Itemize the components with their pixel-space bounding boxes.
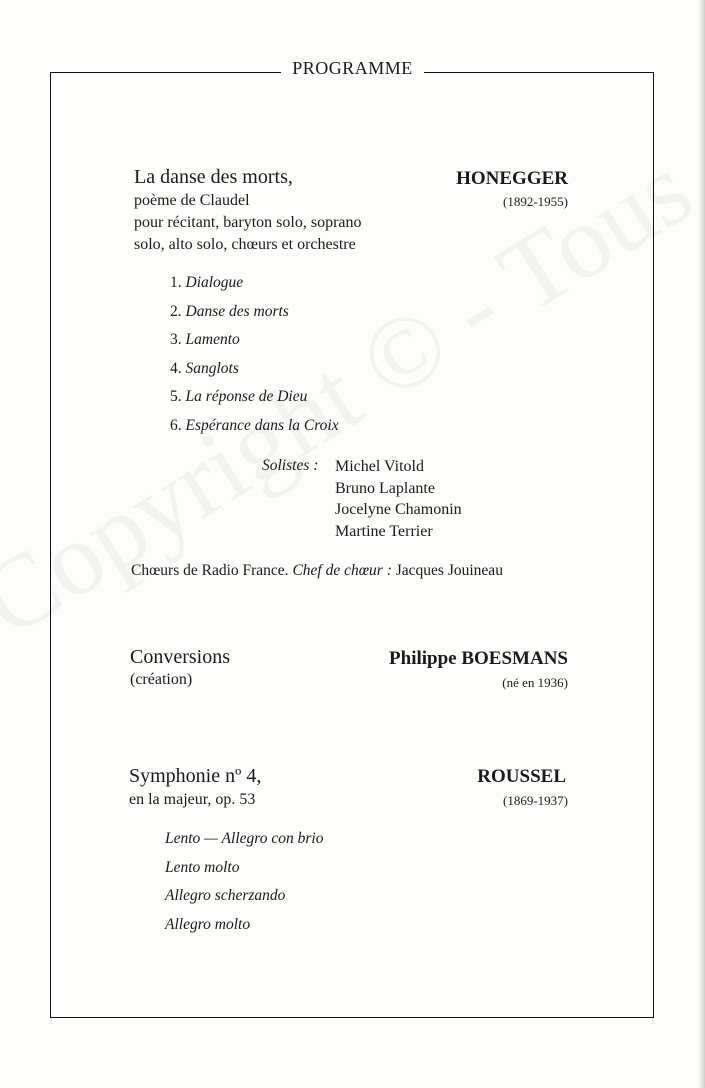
work-3-subtitle: en la majeur, op. 53 — [129, 791, 256, 808]
movement-item: Allegro molto — [165, 915, 251, 933]
chorus-master-name: Jacques Jouineau — [395, 562, 503, 579]
soloists-label: Solistes : — [262, 457, 319, 474]
movement-item: 5. La réponse de Dieu — [170, 388, 308, 406]
subtitle-line: poème de Claudel — [134, 192, 250, 209]
work-3-movements — [165, 825, 323, 939]
movement-item: Allegro scherzando — [165, 887, 286, 905]
soloists-list — [335, 456, 462, 542]
work-2-title: Conversions — [130, 646, 230, 668]
work-2-composer: Philippe BOESMANS — [389, 648, 568, 669]
soloist-name: Jocelyne Chamonin — [335, 501, 462, 518]
chorus-line — [131, 562, 503, 580]
movement-item: 4. Sanglots — [170, 359, 239, 377]
movement-item: 2. Danse des morts — [170, 302, 289, 320]
soloist-name: Michel Vitold — [335, 458, 424, 475]
work-3-dates: (1869-1937) — [503, 793, 568, 808]
work-1-composer: HONEGGER — [456, 168, 568, 189]
movement-item: 3. Lamento — [170, 331, 240, 349]
movement-item: Lento — Allegro con brio — [165, 830, 324, 847]
soloist-name: Martine Terrier — [335, 522, 433, 540]
movement-item: 1. Dialogue — [170, 274, 244, 291]
movement-item: Lento molto — [165, 858, 240, 876]
chorus-name: Chœurs de Radio France. — [131, 562, 289, 579]
work-2-subtitle: (création) — [130, 671, 193, 688]
programme-heading: PROGRAMME — [0, 58, 705, 79]
work-1-title: La danse des morts, — [134, 166, 293, 188]
subtitle-line: pour récitant, baryton solo, soprano — [134, 214, 362, 231]
work-1-subtitle — [134, 190, 362, 256]
movement-item: 6. Espérance dans la Croix — [170, 416, 339, 434]
work-3-title: Symphonie nº 4, — [129, 765, 262, 787]
subtitle-line: solo, alto solo, chœurs et orchestre — [134, 236, 356, 253]
work-2-dates: (né en 1936) — [502, 675, 568, 690]
work-1-movements — [170, 269, 339, 441]
work-1-dates: (1892-1955) — [503, 194, 568, 209]
page-edge-shadow — [698, 0, 705, 1088]
chorus-master-label: Chef de chœur : — [292, 562, 392, 579]
work-3-composer: ROUSSEL — [477, 766, 566, 787]
soloist-name: Bruno Laplante — [335, 479, 435, 497]
